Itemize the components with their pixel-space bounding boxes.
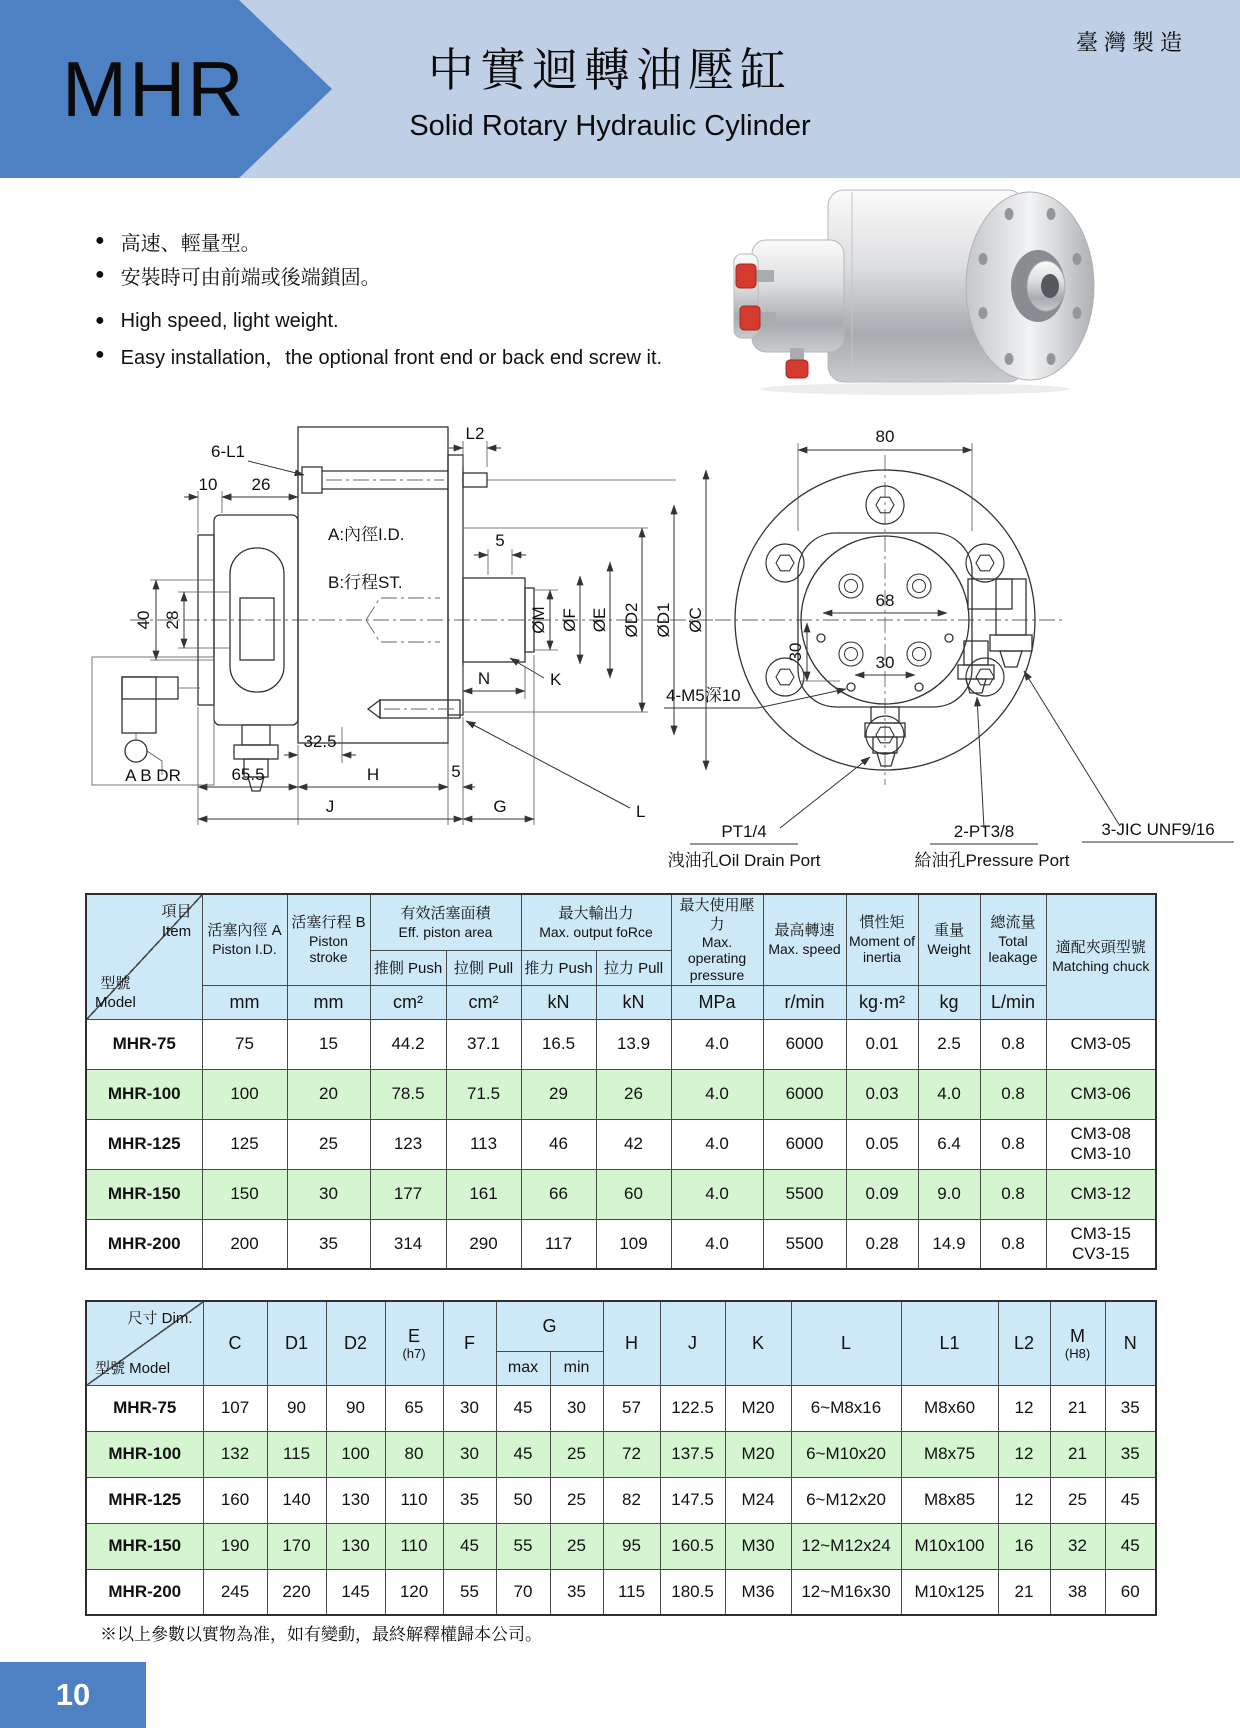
- value-cell: 145: [326, 1569, 385, 1615]
- table-row-mhr-125: [86, 1477, 1156, 1523]
- value-cell: 6.4: [918, 1119, 980, 1169]
- feature-text: High speed, light weight.: [120, 309, 339, 332]
- value-cell: 147.5: [660, 1477, 725, 1523]
- feature-list: [95, 224, 662, 372]
- value-cell: 45: [443, 1523, 496, 1569]
- model-cell: MHR-100: [86, 1069, 202, 1119]
- col-header-area: 有效活塞面積 Eff. piston area: [370, 894, 521, 950]
- col-header-force: 最大輸出力 Max. output foRce: [521, 894, 671, 950]
- feature-text: Easy installation，the optional front end or back end screw it.: [120, 346, 663, 369]
- value-cell: 120: [385, 1569, 443, 1615]
- model-cell: MHR-75: [86, 1019, 202, 1069]
- table-row-mhr-150: [86, 1169, 1156, 1219]
- col-header-l: L: [791, 1301, 901, 1385]
- value-cell: 117: [521, 1219, 596, 1269]
- value-cell: 110: [385, 1477, 443, 1523]
- value-cell: 25: [550, 1431, 603, 1477]
- value-cell: 44.2: [370, 1019, 446, 1069]
- dim-label-dia-d2: ØD2: [622, 602, 641, 638]
- value-cell: 100: [202, 1069, 287, 1119]
- value-cell: 0.03: [846, 1069, 918, 1119]
- dim-label-26: 26: [251, 475, 271, 494]
- subheader-force-push: 推力 Push: [521, 950, 596, 985]
- value-cell: 0.09: [846, 1169, 918, 1219]
- value-cell: 4.0: [671, 1019, 763, 1069]
- value-cell: 26: [596, 1069, 671, 1119]
- value-cell: 35: [1105, 1385, 1156, 1431]
- table-row-mhr-100: [86, 1069, 1156, 1119]
- value-cell: M30: [725, 1523, 791, 1569]
- table-row-mhr-200: [86, 1569, 1156, 1615]
- pressure-port-fittings: [958, 579, 1032, 693]
- corner-dim-label: 尺寸 Dim.: [127, 1310, 193, 1327]
- dim-label-5-bot: 5: [451, 762, 461, 781]
- subheader-g-min: min: [550, 1351, 603, 1385]
- spec-table: [85, 893, 1157, 1270]
- value-cell: CM3-06: [1046, 1069, 1156, 1119]
- value-cell: 45: [1105, 1477, 1156, 1523]
- label-pressure-port: 給油孔Pressure Port: [914, 851, 1070, 870]
- port-schematic-inset: [92, 657, 214, 785]
- feature-item: [95, 338, 662, 372]
- value-cell: 0.01: [846, 1019, 918, 1069]
- value-cell: 95: [603, 1523, 660, 1569]
- model-cell: MHR-200: [86, 1569, 203, 1615]
- value-cell: 25: [550, 1477, 603, 1523]
- dim-label-l: L: [636, 802, 646, 821]
- col-header-chuck: 適配夾頭型號 Matching chuck: [1046, 894, 1156, 1019]
- col-header-j: J: [660, 1301, 725, 1385]
- value-cell: 12: [998, 1477, 1050, 1523]
- value-cell: 12~M16x30: [791, 1569, 901, 1615]
- dim-label-dia-e: ØE: [590, 607, 609, 633]
- value-cell: 78.5: [370, 1069, 446, 1119]
- dim-label-g: G: [493, 797, 507, 816]
- label-jic-fitting: 3-JIC UNF9/16: [1101, 820, 1215, 839]
- value-cell: 0.8: [980, 1069, 1046, 1119]
- bullet-icon: ●: [95, 312, 105, 329]
- value-cell: 13.9: [596, 1019, 671, 1069]
- dim-label-28: 28: [163, 610, 182, 630]
- value-cell: M10x125: [901, 1569, 998, 1615]
- value-cell: 29: [521, 1069, 596, 1119]
- dim-label-dia-f: ØF: [560, 608, 579, 632]
- value-cell: 109: [596, 1219, 671, 1269]
- inset-ports-label: A B DR: [125, 766, 181, 785]
- side-view-drawing: [92, 424, 728, 825]
- value-cell: 21: [998, 1569, 1050, 1615]
- label-m5-holes: 4-M5深10: [666, 686, 741, 705]
- value-cell: 16.5: [521, 1019, 596, 1069]
- model-cell: MHR-125: [86, 1119, 202, 1169]
- value-cell: 55: [496, 1523, 550, 1569]
- model-cell: MHR-125: [86, 1477, 203, 1523]
- value-cell: M10x100: [901, 1523, 998, 1569]
- value-cell: 20: [287, 1069, 370, 1119]
- value-cell: 122.5: [660, 1385, 725, 1431]
- front-view-drawing: [664, 427, 1234, 870]
- unit-cell: kN: [521, 985, 596, 1019]
- dim-label-h: H: [366, 765, 380, 784]
- bullet-icon: ●: [95, 266, 105, 283]
- value-cell: 9.0: [918, 1169, 980, 1219]
- value-cell: 30: [550, 1385, 603, 1431]
- value-cell: 25: [287, 1119, 370, 1169]
- unit-cell: mm: [202, 985, 287, 1019]
- unit-cell: cm²: [370, 985, 446, 1019]
- value-cell: 66: [521, 1169, 596, 1219]
- value-cell: 4.0: [671, 1169, 763, 1219]
- spec-corner-cell: [86, 894, 202, 1019]
- value-cell: 130: [326, 1477, 385, 1523]
- value-cell: 16: [998, 1523, 1050, 1569]
- value-cell: 37.1: [446, 1019, 521, 1069]
- value-cell: 45: [1105, 1523, 1156, 1569]
- col-header-l1: L1: [901, 1301, 998, 1385]
- label-drain-size: PT1/4: [721, 822, 767, 841]
- subheader-g-max: max: [496, 1351, 550, 1385]
- value-cell: 21: [1050, 1385, 1105, 1431]
- subheader-force-pull: 拉力 Pull: [596, 950, 671, 985]
- dim-label-6l1: 6-L1: [210, 442, 246, 461]
- subheader-area-push: 推側 Push: [370, 950, 446, 985]
- feature-item: [95, 224, 662, 258]
- value-cell: CM3-15 CV3-15: [1046, 1219, 1156, 1269]
- value-cell: 45: [496, 1431, 550, 1477]
- value-cell: 6~M8x16: [791, 1385, 901, 1431]
- col-header-k: K: [725, 1301, 791, 1385]
- dim-label-68: 68: [875, 591, 895, 610]
- corner-model-zh: 型號: [100, 974, 131, 992]
- col-header-d2: D2: [326, 1301, 385, 1385]
- value-cell: 38: [1050, 1569, 1105, 1615]
- note-bore: A:內徑I.D.: [328, 525, 405, 544]
- value-cell: 70: [496, 1569, 550, 1615]
- value-cell: 60: [1105, 1569, 1156, 1615]
- corner-item-en: Item: [161, 922, 192, 940]
- unit-cell: MPa: [671, 985, 763, 1019]
- product-photo: [700, 182, 1120, 397]
- dim-label-30-h: 30: [875, 653, 895, 672]
- value-cell: 2.5: [918, 1019, 980, 1069]
- value-cell: 123: [370, 1119, 446, 1169]
- value-cell: 42: [596, 1119, 671, 1169]
- value-cell: 4.0: [671, 1119, 763, 1169]
- col-header-inertia: 慣性矩 Moment of inertia: [846, 894, 918, 985]
- value-cell: 12~M12x24: [791, 1523, 901, 1569]
- dim-label-dia-c: ØC: [686, 607, 705, 633]
- col-header-c: C: [203, 1301, 267, 1385]
- unit-cell: L/min: [980, 985, 1046, 1019]
- value-cell: 5500: [763, 1169, 846, 1219]
- dim-label-10: 10: [198, 475, 218, 494]
- value-cell: 137.5: [660, 1431, 725, 1477]
- value-cell: 314: [370, 1219, 446, 1269]
- unit-cell: cm²: [446, 985, 521, 1019]
- value-cell: 90: [326, 1385, 385, 1431]
- col-header-n: N: [1105, 1301, 1156, 1385]
- value-cell: M8x75: [901, 1431, 998, 1477]
- note-stroke: B:行程ST.: [328, 573, 403, 592]
- value-cell: 14.9: [918, 1219, 980, 1269]
- value-cell: 60: [596, 1169, 671, 1219]
- col-header-h: H: [603, 1301, 660, 1385]
- dim-label-30-v: 30: [786, 642, 805, 662]
- value-cell: 35: [1105, 1431, 1156, 1477]
- value-cell: 190: [203, 1523, 267, 1569]
- page-number: 10: [0, 1662, 146, 1728]
- value-cell: 80: [385, 1431, 443, 1477]
- unit-cell: mm: [287, 985, 370, 1019]
- value-cell: 125: [202, 1119, 287, 1169]
- model-cell: MHR-150: [86, 1169, 202, 1219]
- value-cell: 5500: [763, 1219, 846, 1269]
- value-cell: M24: [725, 1477, 791, 1523]
- value-cell: 6000: [763, 1069, 846, 1119]
- col-header-f: F: [443, 1301, 496, 1385]
- value-cell: 30: [287, 1169, 370, 1219]
- value-cell: 160.5: [660, 1523, 725, 1569]
- value-cell: 0.8: [980, 1119, 1046, 1169]
- value-cell: 160: [203, 1477, 267, 1523]
- value-cell: 50: [496, 1477, 550, 1523]
- col-header-weight: 重量 Weight: [918, 894, 980, 985]
- corner-item-zh: 項目: [161, 903, 192, 920]
- dimension-table: [85, 1300, 1157, 1616]
- dim-label-dia-d1: ØD1: [654, 602, 673, 638]
- col-header-speed: 最高轉速 Max. speed: [763, 894, 846, 985]
- made-in-label: 臺灣製造: [1075, 30, 1188, 55]
- col-header-pressure: 最大使用壓力 Max. operating pressure: [671, 894, 763, 985]
- col-header-stroke: 活塞行程 B Piston stroke: [287, 894, 370, 985]
- value-cell: 177: [370, 1169, 446, 1219]
- dim-label-5-top: 5: [495, 531, 505, 550]
- dim-corner-cell: [86, 1301, 203, 1385]
- value-cell: M20: [725, 1385, 791, 1431]
- table-row-mhr-150: [86, 1523, 1156, 1569]
- feature-text: 高速、輕量型。: [120, 232, 261, 255]
- value-cell: 0.28: [846, 1219, 918, 1269]
- value-cell: 57: [603, 1385, 660, 1431]
- footnote: ※以上參數以實物為准，如有變動，最終解釋權歸本公司。: [100, 1625, 542, 1644]
- value-cell: 35: [443, 1477, 496, 1523]
- value-cell: 12: [998, 1431, 1050, 1477]
- value-cell: 35: [550, 1569, 603, 1615]
- header-banner: [0, 0, 1240, 178]
- value-cell: M36: [725, 1569, 791, 1615]
- col-header-piston-id: 活塞內徑 A Piston I.D.: [202, 894, 287, 985]
- value-cell: 6000: [763, 1119, 846, 1169]
- dim-label-k: K: [550, 670, 562, 689]
- col-header-e: E (h7): [385, 1301, 443, 1385]
- value-cell: 115: [267, 1431, 326, 1477]
- value-cell: M20: [725, 1431, 791, 1477]
- value-cell: 290: [446, 1219, 521, 1269]
- value-cell: 12: [998, 1385, 1050, 1431]
- col-header-l2: L2: [998, 1301, 1050, 1385]
- dim-label-l2: L2: [465, 424, 485, 443]
- unit-cell: kg: [918, 985, 980, 1019]
- value-cell: 220: [267, 1569, 326, 1615]
- dim-label-80: 80: [875, 427, 895, 446]
- subheader-area-pull: 拉側 Pull: [446, 950, 521, 985]
- value-cell: 75: [202, 1019, 287, 1069]
- dim-label-dia-m: ØM: [529, 606, 548, 634]
- value-cell: 0.05: [846, 1119, 918, 1169]
- value-cell: 90: [267, 1385, 326, 1431]
- table-row-mhr-75: [86, 1385, 1156, 1431]
- value-cell: 107: [203, 1385, 267, 1431]
- value-cell: 132: [203, 1431, 267, 1477]
- value-cell: 4.0: [671, 1069, 763, 1119]
- label-pressure-size: 2-PT3/8: [953, 822, 1015, 841]
- col-header-g: G: [496, 1301, 603, 1351]
- feature-item: [95, 304, 662, 338]
- dim-label-n: N: [477, 669, 491, 688]
- value-cell: 6~M12x20: [791, 1477, 901, 1523]
- table-row-mhr-125: [86, 1119, 1156, 1169]
- value-cell: 71.5: [446, 1069, 521, 1119]
- value-cell: 180.5: [660, 1569, 725, 1615]
- table-row-mhr-75: [86, 1019, 1156, 1069]
- value-cell: 72: [603, 1431, 660, 1477]
- value-cell: 35: [287, 1219, 370, 1269]
- value-cell: 115: [603, 1569, 660, 1615]
- value-cell: 30: [443, 1385, 496, 1431]
- value-cell: 100: [326, 1431, 385, 1477]
- value-cell: 32: [1050, 1523, 1105, 1569]
- value-cell: 150: [202, 1169, 287, 1219]
- table-row-mhr-100: [86, 1431, 1156, 1477]
- value-cell: 15: [287, 1019, 370, 1069]
- value-cell: 130: [326, 1523, 385, 1569]
- col-header-m: M (H8): [1050, 1301, 1105, 1385]
- value-cell: CM3-05: [1046, 1019, 1156, 1069]
- page-title-en: Solid Rotary Hydraulic Cylinder: [409, 110, 811, 142]
- value-cell: CM3-08 CM3-10: [1046, 1119, 1156, 1169]
- value-cell: 245: [203, 1569, 267, 1615]
- model-cell: MHR-100: [86, 1431, 203, 1477]
- value-cell: 4.0: [918, 1069, 980, 1119]
- col-header-d1: D1: [267, 1301, 326, 1385]
- dim-label-40: 40: [134, 610, 153, 630]
- model-series-name: MHR: [62, 45, 246, 133]
- value-cell: M8x60: [901, 1385, 998, 1431]
- bullet-icon: ●: [95, 346, 105, 363]
- model-cell: MHR-200: [86, 1219, 202, 1269]
- value-cell: 25: [1050, 1477, 1105, 1523]
- dim-label-65-5: 65.5: [231, 765, 265, 784]
- label-drain-port: 洩油孔Oil Drain Port: [667, 851, 821, 870]
- col-header-leakage: 總流量 Total leakage: [980, 894, 1046, 985]
- table-row-mhr-200: [86, 1219, 1156, 1269]
- value-cell: 4.0: [671, 1219, 763, 1269]
- value-cell: 113: [446, 1119, 521, 1169]
- value-cell: 21: [1050, 1431, 1105, 1477]
- value-cell: 65: [385, 1385, 443, 1431]
- value-cell: CM3-12: [1046, 1169, 1156, 1219]
- value-cell: 6000: [763, 1019, 846, 1069]
- value-cell: 45: [496, 1385, 550, 1431]
- value-cell: 161: [446, 1169, 521, 1219]
- value-cell: 170: [267, 1523, 326, 1569]
- value-cell: 55: [443, 1569, 496, 1615]
- unit-cell: r/min: [763, 985, 846, 1019]
- model-cell: MHR-75: [86, 1385, 203, 1431]
- bullet-icon: ●: [95, 232, 105, 249]
- value-cell: 0.8: [980, 1019, 1046, 1069]
- value-cell: 140: [267, 1477, 326, 1523]
- value-cell: 30: [443, 1431, 496, 1477]
- value-cell: 46: [521, 1119, 596, 1169]
- page-title-zh: 中實迴轉油壓缸: [428, 44, 792, 96]
- corner-model-label: 型號 Model: [95, 1360, 171, 1377]
- value-cell: 110: [385, 1523, 443, 1569]
- unit-cell: kg·m²: [846, 985, 918, 1019]
- dim-label-j: J: [325, 797, 335, 816]
- feature-item: [95, 258, 662, 292]
- value-cell: 0.8: [980, 1219, 1046, 1269]
- corner-model-en: Model: [95, 994, 136, 1011]
- value-cell: 200: [202, 1219, 287, 1269]
- model-cell: MHR-150: [86, 1523, 203, 1569]
- value-cell: M8x85: [901, 1477, 998, 1523]
- unit-cell: kN: [596, 985, 671, 1019]
- title-block: [330, 34, 890, 143]
- value-cell: 6~M10x20: [791, 1431, 901, 1477]
- value-cell: 25: [550, 1523, 603, 1569]
- value-cell: 0.8: [980, 1169, 1046, 1219]
- feature-text: 安裝時可由前端或後端鎖固。: [120, 266, 381, 289]
- technical-drawing: [80, 385, 1240, 880]
- dim-label-32-5: 32.5: [303, 732, 337, 751]
- value-cell: 82: [603, 1477, 660, 1523]
